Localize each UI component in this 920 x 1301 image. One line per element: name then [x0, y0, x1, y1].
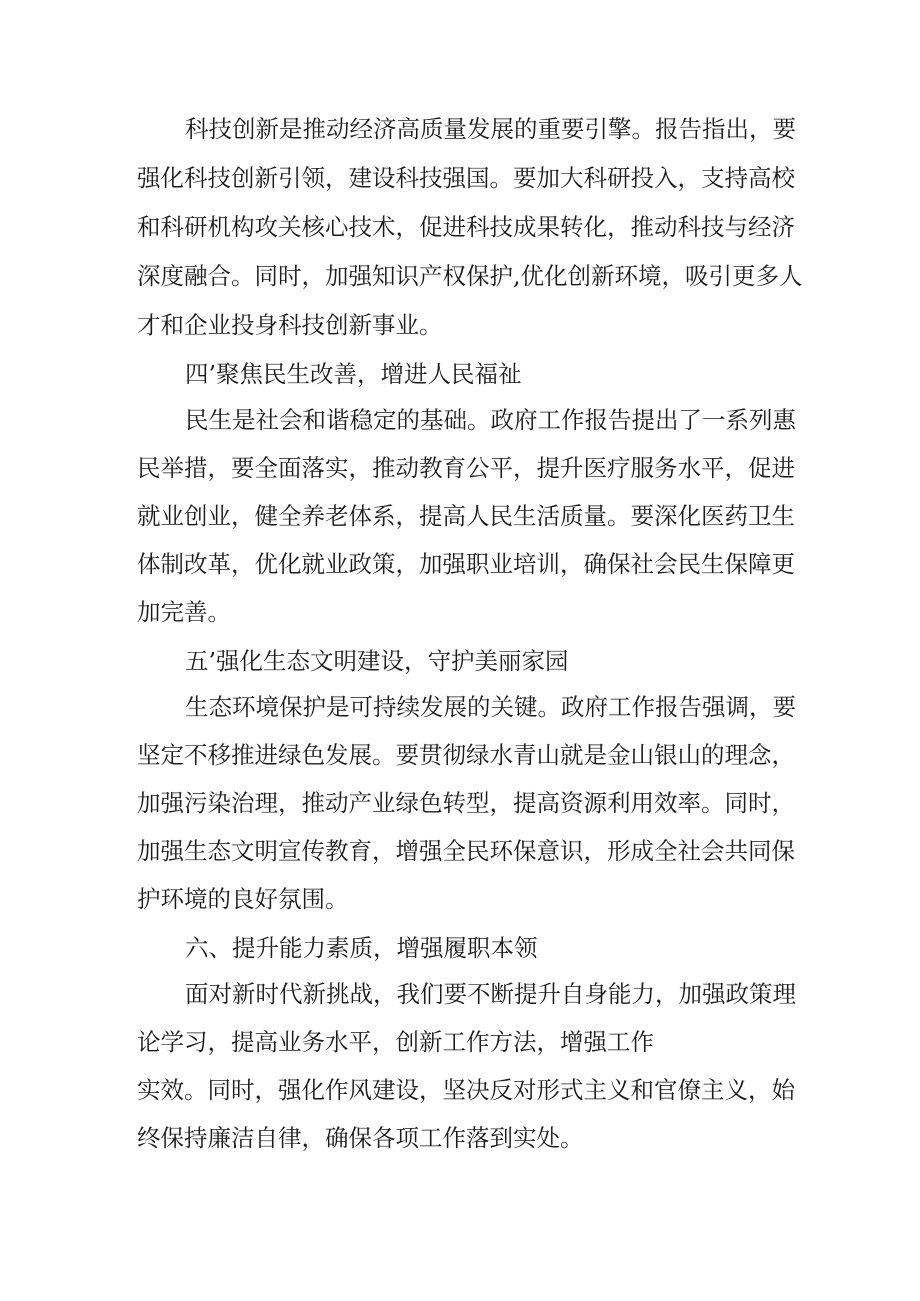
paragraph-3-line-2: 坚定不移推进绿色发展。要贯彻绿水青山就是金山银山的理念， — [137, 741, 795, 769]
paragraph-4-line-1: 面对新时代新挑战，我们要不断提升自身能力，加强政策理 — [185, 980, 796, 1008]
paragraph-2-line-3: 就业创业，健全养老体系，提高人民生活质量。要深化医药卫生 — [137, 502, 795, 530]
section-heading-6: 六、提升能力素质，增强履职本领 — [185, 934, 538, 962]
paragraph-1-line-2: 强化科技创新引领，建设科技强国。要加大科研投入，支持高校 — [137, 164, 795, 192]
paragraph-2-line-5: 加完善。 — [137, 598, 231, 626]
paragraph-2-line-4: 体制改革，优化就业政策，加强职业培训，确保社会民生保障更 — [137, 550, 795, 578]
paragraph-3-line-4: 加强生态文明宣传教育，增强全民环保意识，形成全社会共同保 — [137, 837, 795, 865]
section-heading-4: 四’聚焦民生改善，增进人民福祉 — [185, 360, 522, 388]
paragraph-1-line-1: 科技创新是推动经济高质量发展的重要引擎。报告指出，要 — [185, 115, 796, 143]
paragraph-4-line-2: 论学习，提高业务水平，创新工作方法，增强工作 — [137, 1028, 654, 1056]
paragraph-3-line-5: 护环境的良好氛围。 — [137, 885, 349, 913]
paragraph-2-line-2: 民举措，要全面落实，推动教育公平，提升医疗服务水平，促进 — [137, 454, 795, 482]
section-heading-5: 五’强化生态文明建设，守护美丽家园 — [185, 647, 569, 675]
paragraph-3-line-3: 加强污染治理，推动产业绿色转型，提高资源利用效率。同时， — [137, 789, 795, 817]
paragraph-1-line-3: 和科研机构攻关核心技术，促进科技成果转化，推动科技与经济 — [137, 213, 795, 241]
paragraph-1-line-4: 深度融合。同时，加强知识产权保护,优化创新环境，吸引更多人 — [137, 262, 803, 290]
paragraph-3-line-1: 生态环境保护是可持续发展的关键。政府工作报告强调，要 — [185, 693, 796, 721]
paragraph-1-line-5: 才和企业投身科技创新事业。 — [137, 311, 443, 339]
paragraph-4-line-4: 终保持廉洁自律，确保各项工作落到实处。 — [137, 1124, 584, 1152]
paragraph-2-line-1: 民生是社会和谐稳定的基础。政府工作报告提出了一系列惠 — [185, 406, 796, 434]
paragraph-4-line-3: 实效。同时，强化作风建设，坚决反对形式主义和官僚主义，始 — [137, 1076, 795, 1104]
